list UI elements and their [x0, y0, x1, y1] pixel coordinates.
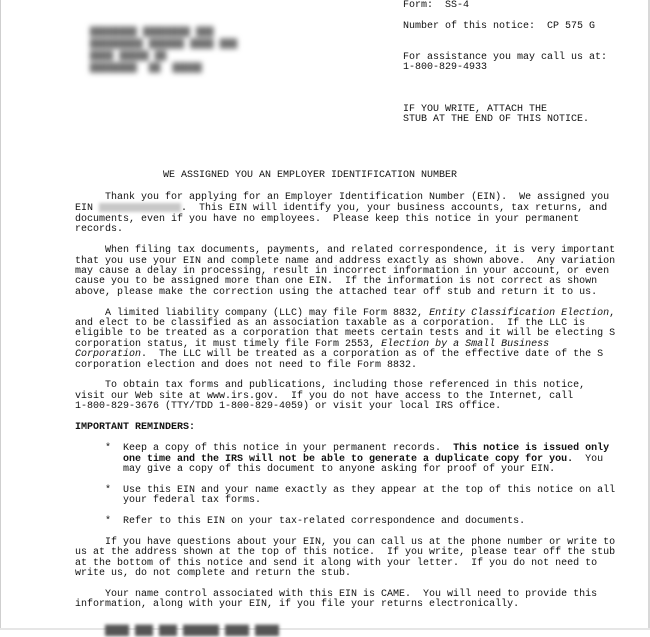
p1-line-1: Thank you for applying for an Employer Identification Number (EIN). We assigned you [75, 192, 610, 203]
p6-line-1: Your name control associated with this EIN is CAME. You will need to provide this [75, 589, 598, 601]
p4-line-3: 1-800-829-3676 (TTY/TDD 1-800-829-4059) or visit your local IRS office. [75, 401, 502, 413]
p5-line-3: at the bottom of this notice and send it along with your letter. If you do not need to [75, 557, 598, 569]
p1-line-3: documents, even if you have no employees. Please keep this notice in your permanent [75, 213, 580, 225]
notice-header [403, 1, 643, 126]
p5-line-1: If you have questions about your EIN, you can call us at the phone number or write to [75, 537, 616, 549]
paragraph-filing [75, 246, 615, 298]
p3-form-2553-title-1: Election by a Small Business [381, 338, 550, 350]
p3-line-4a: corporation status, it must timely file Form 2553, [75, 338, 382, 350]
redacted-address-block: ████████ ████████ ███ █████████ ██████ ████ ███ ████ █████ ██ ████████ ██ █████ [90, 27, 238, 73]
p1-line-2: . This EIN will identify you, your business accounts, tax returns, and [181, 203, 608, 215]
page-heading: WE ASSIGNED YOU AN EMPLOYER IDENTIFICATION NUMBER [163, 170, 458, 181]
p4-line-2: visit our Web site at www.irs.gov. If you do not have access to the Internet, call [75, 390, 574, 402]
p4-line-1: To obtain tax forms and publications, including those referenced in this notice, [75, 380, 586, 392]
p1-line-4: records. [75, 224, 124, 236]
p6-line-2: information, along with your EIN, if you file your returns electronically. [75, 599, 520, 611]
reminder-3-line-1: Refer to this EIN on your tax-related correspondence and documents. [123, 516, 526, 528]
paragraph-ein-assigned [75, 193, 615, 236]
p3-line-6: corporation election and does not need to file Form 8832. [75, 359, 418, 371]
notice-body [75, 193, 615, 621]
write-instruction-line-2: STUB AT THE END OF THIS NOTICE. [403, 114, 590, 126]
form-line: Form: SS-4 [403, 0, 470, 11]
important-reminders-title: IMPORTANT REMINDERS: [75, 422, 196, 434]
p3-line-5b: . The LLC will be treated as a corporation as of the effective date of the S [141, 349, 604, 361]
p5-line-4: write us, do not complete and return the stub. [75, 568, 352, 580]
p3-form-8832-title: Entity Classification Election [429, 307, 610, 319]
reminder-1-bold-2: one time and the IRS will not be able to generate a duplicate copy for you. [123, 453, 574, 465]
p2-line-4: cause you to be assigned more than one EIN. If the information is not correct as shown [75, 276, 598, 288]
bullet-icon: * [104, 443, 111, 455]
p3-line-3: eligible to be treated as a corporation that meets certain tests and it will be electing S [75, 328, 616, 340]
assistance-line: For assistance you may call us at: [403, 51, 608, 63]
cut-off-text: ████ ███ ███ ██████ ████ ████ [105, 626, 280, 637]
p5-line-2: us at the address shown at the top of this notice. If you write, please tear off the stub [75, 547, 616, 559]
redacted-ein [99, 203, 181, 212]
p3-line-1b: , [609, 307, 616, 319]
p2-line-3: may cause a delay in processing, result in incorrect information in your account, or even [75, 265, 610, 277]
reminder-1-line-2: You [573, 453, 604, 465]
p3-form-2553-title-2: Corporation [75, 349, 142, 361]
notice-number-line: Number of this notice: CP 575 G [403, 20, 596, 32]
reminder-1-bold-1: This notice is issued only [453, 443, 610, 455]
p3-line-2: and elect to be classified as an association taxable as a corporation. If the LLC is [75, 317, 586, 329]
paragraph-llc [75, 309, 615, 371]
write-instruction-line-1: IF YOU WRITE, ATTACH THE [403, 103, 548, 115]
reminder-item [75, 444, 615, 475]
paragraph-questions [75, 538, 615, 580]
page-left-edge [0, 0, 1, 630]
p3-line-1a: A limited liability company (LLC) may file Form 8832, [75, 307, 430, 319]
paragraph-forms [75, 381, 615, 412]
bullet-icon: * [104, 516, 111, 528]
reminder-item [75, 517, 615, 527]
p1-ein-prefix: EIN [75, 203, 100, 215]
reminder-2-line-2: your federal tax forms. [123, 495, 262, 507]
p2-line-5: above, please make the correction using the attached tear off stub and return it to us. [75, 286, 598, 298]
paragraph-name-control [75, 590, 615, 611]
reminder-1-line-1: Keep a copy of this notice in your permanent records. [123, 443, 454, 455]
p2-line-2: that you use your EIN and complete name and address exactly as shown above. Any variation [75, 255, 616, 267]
assistance-phone: 1-800-829-4933 [403, 62, 488, 74]
bullet-icon: * [104, 485, 111, 497]
reminder-2-line-1: Use this EIN and your name exactly as they appear at the top of this notice on all [123, 485, 616, 497]
reminder-1-line-3: may give a copy of this document to anyone asking for proof of your EIN. [123, 464, 556, 476]
p2-line-1: When filing tax documents, payments, and related correspondence, it is very important [75, 245, 616, 257]
reminder-item [75, 486, 615, 507]
